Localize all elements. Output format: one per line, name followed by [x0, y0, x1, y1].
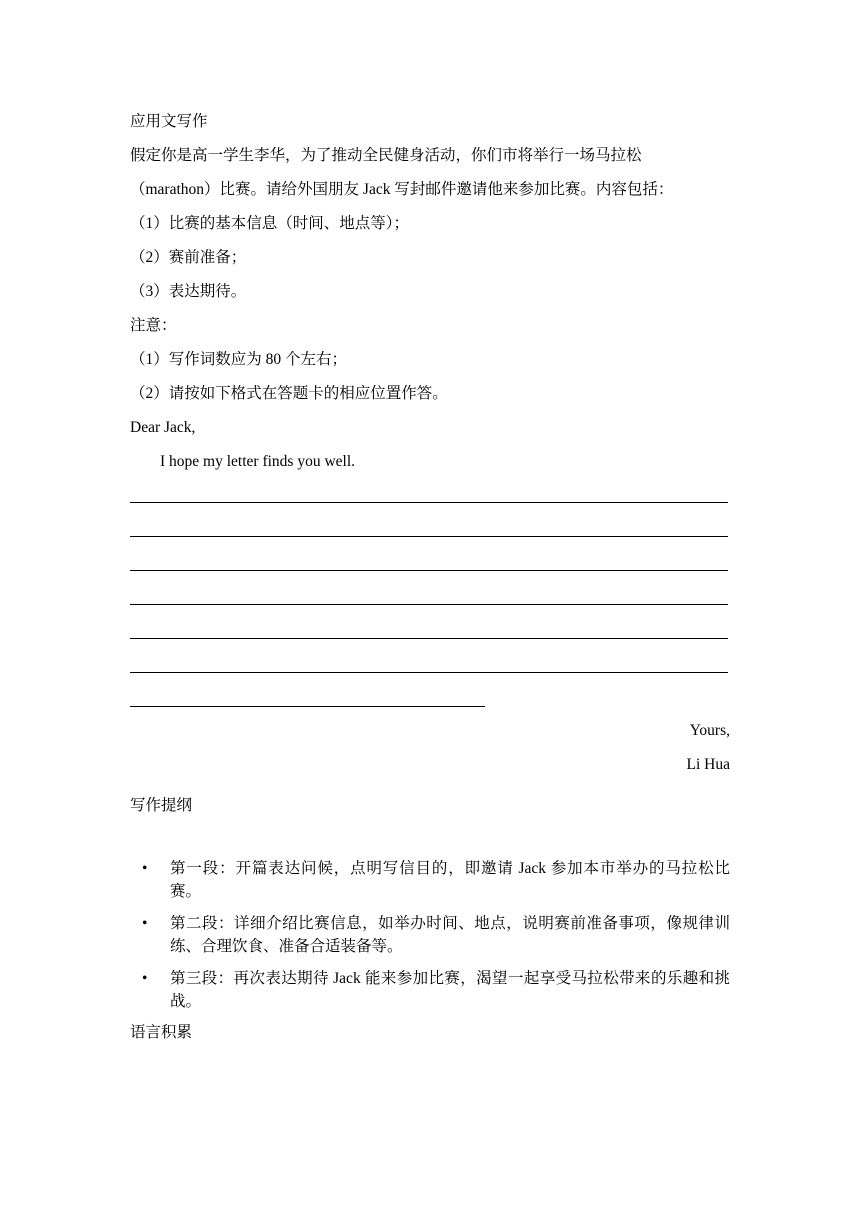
prompt-line-2: （marathon）比赛。请给外国朋友 Jack 写封邮件邀请他来参加比赛。内容包括：: [130, 181, 674, 198]
note-2: （2）请按如下格式在答题卡的相应位置作答。: [130, 385, 448, 402]
outline-list: [130, 857, 730, 1022]
bullet-icon: •: [142, 970, 148, 987]
section-title: 应用文写作: [130, 113, 208, 130]
note-label: 注意：: [130, 317, 177, 334]
note-1: （1）写作词数应为 80 个左右；: [130, 351, 348, 368]
point-2: （2）赛前准备；: [130, 249, 247, 266]
language-title: 语言积累: [130, 1024, 193, 1041]
point-1: （1）比赛的基本信息（时间、地点等）；: [130, 215, 410, 232]
outline-item: • 第二段：详细介绍比赛信息，如举办时间、地点，说明赛前准备事项，像规律训练、合理饮食、准备合适装备等。: [130, 912, 730, 958]
answer-line: [130, 502, 728, 503]
answer-line: [130, 604, 728, 605]
answer-line: [130, 672, 728, 673]
answer-line: [130, 638, 728, 639]
answer-line: [130, 536, 728, 537]
outline-item: • 第一段：开篇表达问候，点明写信目的，即邀请 Jack 参加本市举办的马拉松比赛。: [130, 857, 730, 903]
answer-line: [130, 570, 728, 571]
outline-title: 写作提纲: [130, 797, 193, 814]
point-3: （3）表达期待。: [130, 283, 247, 300]
bullet-icon: •: [142, 860, 148, 877]
letter-opening: I hope my letter finds you well.: [160, 453, 355, 470]
letter-greeting: Dear Jack,: [130, 419, 196, 436]
letter-signature: Li Hua: [686, 756, 730, 773]
prompt-line-1: 假定你是高一学生李华，为了推动全民健身活动，你们市将举行一场马拉松: [130, 147, 642, 164]
letter-closing: Yours,: [689, 722, 730, 739]
bullet-icon: •: [142, 915, 148, 932]
answer-line-short: [130, 706, 485, 707]
outline-item: • 第三段：再次表达期待 Jack 能来参加比赛，渴望一起享受马拉松带来的乐趣和挑战。: [130, 967, 730, 1013]
